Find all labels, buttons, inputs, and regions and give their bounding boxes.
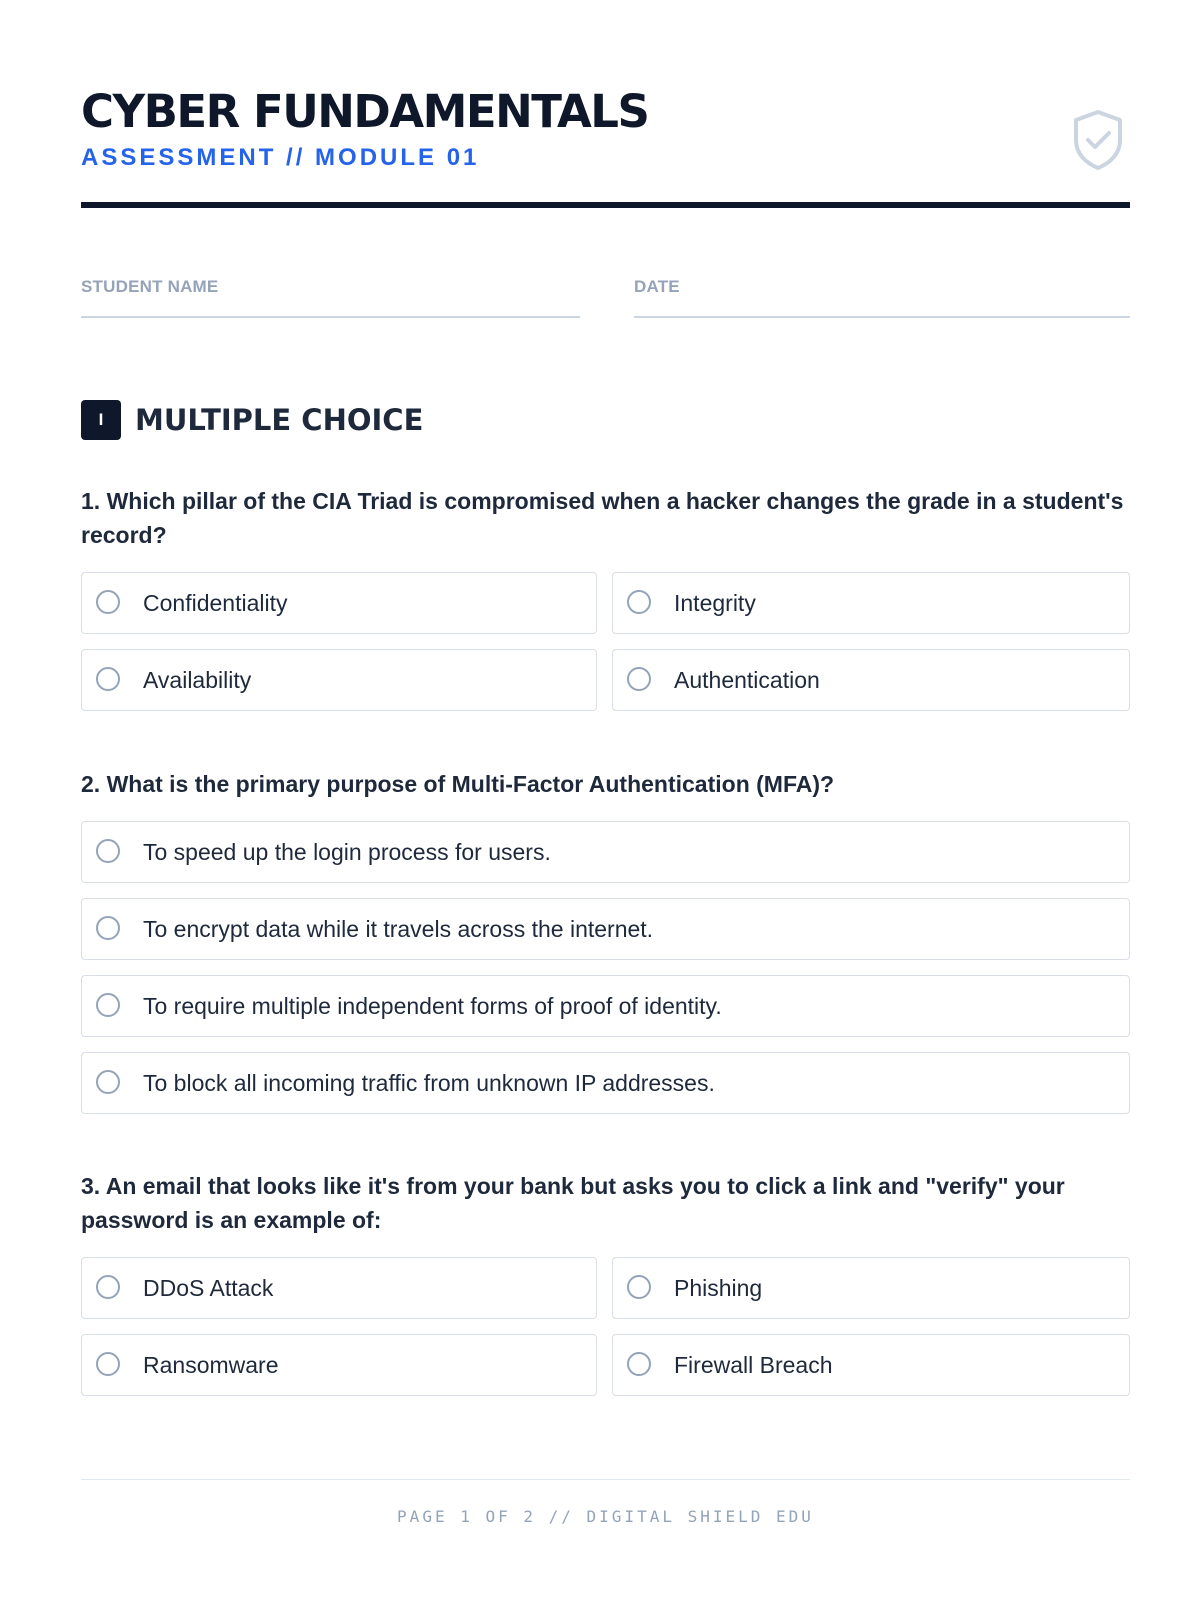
radio-button[interactable] — [96, 916, 120, 940]
student-name-label: STUDENT NAME — [81, 277, 219, 296]
question-3-text: 3. An email that looks like it's from your bank but asks you to click a link and "verify" your password is an example of: — [81, 1173, 1065, 1233]
option-label: To block all incoming traffic from unknown IP addresses. — [143, 1070, 715, 1096]
option-label: To speed up the login process for users. — [143, 839, 551, 865]
option-label: DDoS Attack — [143, 1275, 274, 1301]
radio-button[interactable] — [96, 993, 120, 1017]
worksheet-header — [81, 80, 1130, 208]
q1-option-confidentiality[interactable] — [81, 572, 597, 634]
option-label: Firewall Breach — [674, 1352, 833, 1378]
q2-option-d[interactable] — [81, 1052, 1130, 1114]
section-title: MULTIPLE CHOICE — [135, 403, 424, 437]
radio-button[interactable] — [627, 590, 651, 614]
q2-option-b[interactable] — [81, 898, 1130, 960]
option-label: Authentication — [674, 667, 820, 693]
q1-option-authentication[interactable] — [612, 649, 1130, 711]
q3-option-firewall-breach[interactable] — [612, 1334, 1130, 1396]
radio-button[interactable] — [627, 1275, 651, 1299]
radio-button[interactable] — [96, 1275, 120, 1299]
option-label: Phishing — [674, 1275, 763, 1301]
q2-option-a[interactable] — [81, 821, 1130, 883]
option-label: To encrypt data while it travels across the internet. — [143, 916, 654, 942]
worksheet-page — [81, 0, 1130, 1600]
date-label: DATE — [634, 277, 680, 296]
q1-option-availability[interactable] — [81, 649, 597, 711]
student-name-field[interactable] — [81, 272, 580, 318]
q3-option-ddos[interactable] — [81, 1257, 597, 1319]
footer-divider — [81, 1479, 1130, 1480]
question-2-text: 2. What is the primary purpose of Multi-Factor Authentication (MFA)? — [81, 771, 835, 797]
question-1-text: 1. Which pillar of the CIA Triad is compromised when a hacker changes the grade in a student's record? — [81, 488, 1124, 548]
page-subtitle: ASSESSMENT // MODULE 01 — [81, 144, 480, 171]
q2-option-c[interactable] — [81, 975, 1130, 1037]
radio-button[interactable] — [96, 839, 120, 863]
option-label: Integrity — [674, 590, 756, 616]
radio-button[interactable] — [96, 590, 120, 614]
section-number-badge: I — [81, 400, 121, 440]
option-label: Availability — [143, 667, 252, 693]
option-label: Confidentiality — [143, 590, 288, 616]
option-label: To require multiple independent forms of proof of identity. — [143, 993, 722, 1019]
option-label: Ransomware — [143, 1352, 279, 1378]
page-title: CYBER FUNDAMENTALS — [81, 85, 649, 138]
q1-option-integrity[interactable] — [612, 572, 1130, 634]
q3-option-ransomware[interactable] — [81, 1334, 597, 1396]
radio-button[interactable] — [96, 1352, 120, 1376]
shield-check-icon — [1068, 108, 1128, 172]
radio-button[interactable] — [627, 1352, 651, 1376]
header-divider — [81, 202, 1130, 208]
radio-button[interactable] — [96, 1070, 120, 1094]
radio-button[interactable] — [627, 667, 651, 691]
radio-button[interactable] — [96, 667, 120, 691]
page-footer: PAGE 1 OF 2 // DIGITAL SHIELD EDU — [397, 1507, 814, 1526]
q3-option-phishing[interactable] — [612, 1257, 1130, 1319]
date-field[interactable] — [634, 272, 1130, 318]
